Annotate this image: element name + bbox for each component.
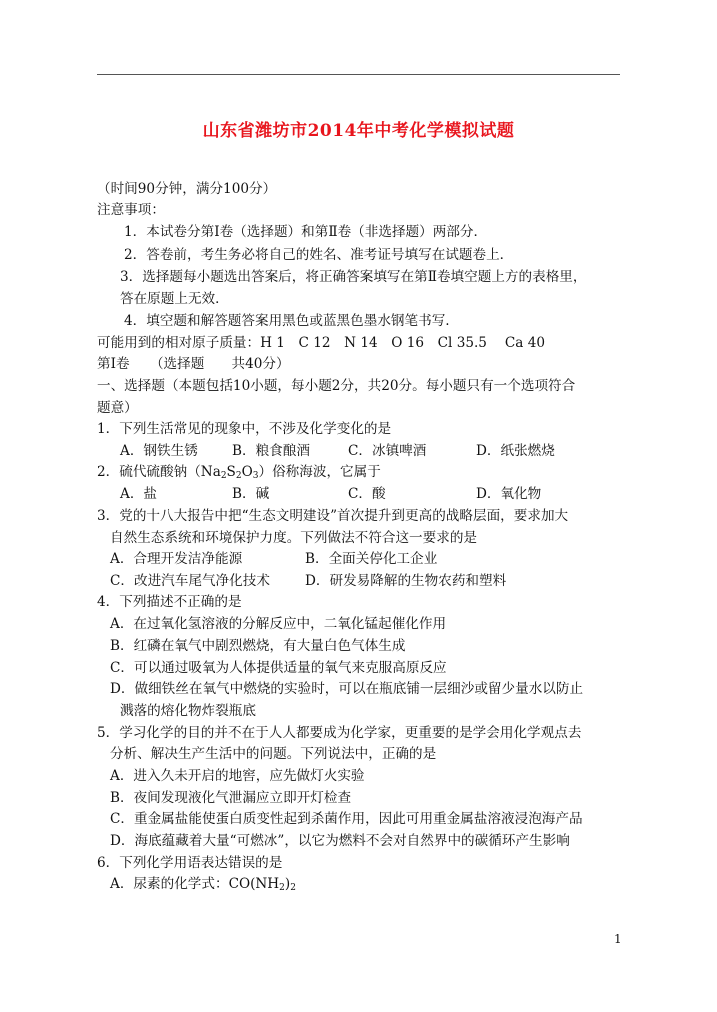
- option-b: B．粮食酿酒: [232, 443, 310, 459]
- option-c: C．冰镇啤酒: [348, 443, 427, 459]
- option-c: C．重金属盐能使蛋白质变性起到杀菌作用，因此可用重金属盐溶液浸泡海产品: [110, 811, 583, 827]
- subscript: 2: [279, 883, 285, 893]
- notice-heading: 注意事项：: [97, 202, 165, 218]
- section-heading: 第Ⅰ卷 （选择题 共40分）: [97, 356, 290, 372]
- option-a: A．进入久未开启的地窖，应先做灯火实验: [110, 768, 365, 784]
- exam-title: 山东省潍坊市2014年中考化学模拟试题: [202, 121, 515, 141]
- option-c: C．酸: [348, 486, 386, 502]
- q6-text: ): [284, 876, 291, 892]
- subscript: 2: [220, 471, 227, 481]
- subscript: 2: [235, 471, 242, 481]
- question-3-stem: 3．党的十八大报告中把“生态文明建设”首次提升到更高的战略层面，要求加大: [97, 508, 569, 524]
- option-a: A．合理开发洁净能源: [110, 551, 243, 567]
- question-2-options: [120, 483, 541, 505]
- option-a: A．钢铁生锈: [120, 443, 198, 459]
- part-instructions-cont: 题意）: [97, 400, 138, 416]
- option-a: A．盐: [120, 486, 158, 502]
- question-5-stem: 5．学习化学的目的并不在于人人都要成为化学家，更重要的是学会用化学观点去: [97, 725, 582, 741]
- part-instructions: 一、选择题（本题包括10小题，每小题2分，共20分。每小题只有一个选项符合: [97, 378, 576, 394]
- option-b: B．全面关停化工企业: [305, 551, 438, 567]
- option-d-cont: 溅落的熔化物炸裂瓶底: [120, 703, 256, 719]
- option-b: B．夜间发现液化气泄漏应立即开灯检查: [110, 790, 352, 806]
- q2-text: O: [241, 464, 253, 480]
- option-d: D．纸张燃烧: [476, 443, 555, 459]
- question-3-options-ab: [110, 548, 437, 570]
- notice-item-3-cont: 答在原题上无效．: [120, 291, 229, 307]
- notice-item-4: 4．填空题和解答题答案用黑色或蓝黑色墨水钢笔书写.: [124, 313, 450, 329]
- question-4-stem: 4．下列描述不正确的是: [97, 594, 242, 610]
- page-number: 1: [614, 932, 622, 946]
- option-d: D．海底蕴藏着大量“可燃冰”，以它为燃料不会对自然界中的碳循环产生影响: [110, 833, 570, 849]
- q2-text: 2．硫代硫酸钠（Na: [97, 464, 221, 480]
- option-d: D．研发易降解的生物农药和塑料: [305, 573, 507, 589]
- header-rule: [97, 74, 620, 75]
- option-b: B．红磷在氧气中剧烈燃烧，有大量白色气体生成: [110, 638, 406, 654]
- option-a: A．在过氧化氢溶液的分解反应中，二氧化锰起催化作用: [110, 616, 447, 632]
- option-b: B．碱: [232, 486, 270, 502]
- question-3-options-cd: [110, 570, 506, 592]
- subscript: 2: [290, 883, 296, 893]
- atomic-masses: 可能用到的相对原子质量：H 1 C 12 N 14 O 16 Cl 35.5 Ca 40: [97, 335, 545, 351]
- question-1-stem: 1．下列生活常见的现象中，不涉及化学变化的是: [97, 421, 392, 437]
- notice-item-1: 1．本试卷分第Ⅰ卷（选择题）和第Ⅱ卷（非选择题）两部分．: [124, 224, 488, 240]
- time-info: （时间90分钟，满分100分）: [97, 181, 277, 197]
- option-a: [110, 873, 296, 899]
- question-1-options: [120, 440, 555, 462]
- q2-text: S: [226, 464, 236, 480]
- option-d: D．做细铁丝在氧气中燃烧的实验时，可以在瓶底铺一层细沙或留少量水以防止: [110, 681, 584, 697]
- subscript: 3: [252, 471, 259, 481]
- option-c: C．改进汽车尾气净化技术: [110, 573, 270, 589]
- question-3-stem-cont: 自然生态系统和环境保护力度。下列做法不符合这一要求的是: [110, 530, 478, 546]
- q2-text: ）俗称海波，它属于: [258, 464, 381, 480]
- question-5-stem-cont: 分析、解决生产生活中的问题。下列说法中，正确的是: [110, 746, 437, 762]
- notice-item-2: 2．答卷前，考生务必将自己的姓名、准考证号填写在试题卷上．: [124, 247, 514, 263]
- notice-item-3: 3．选择题每小题选出答案后，将正确答案填写在第Ⅱ卷填空题上方的表格里，: [120, 269, 587, 285]
- option-d: D．氧化物: [476, 486, 542, 502]
- question-6-stem: 6．下列化学用语表达错误的是: [97, 855, 283, 871]
- q6-text: A．尿素的化学式：CO(NH: [110, 876, 280, 892]
- option-c: C．可以通过吸氧为人体提供适量的氧气来克服高原反应: [110, 660, 447, 676]
